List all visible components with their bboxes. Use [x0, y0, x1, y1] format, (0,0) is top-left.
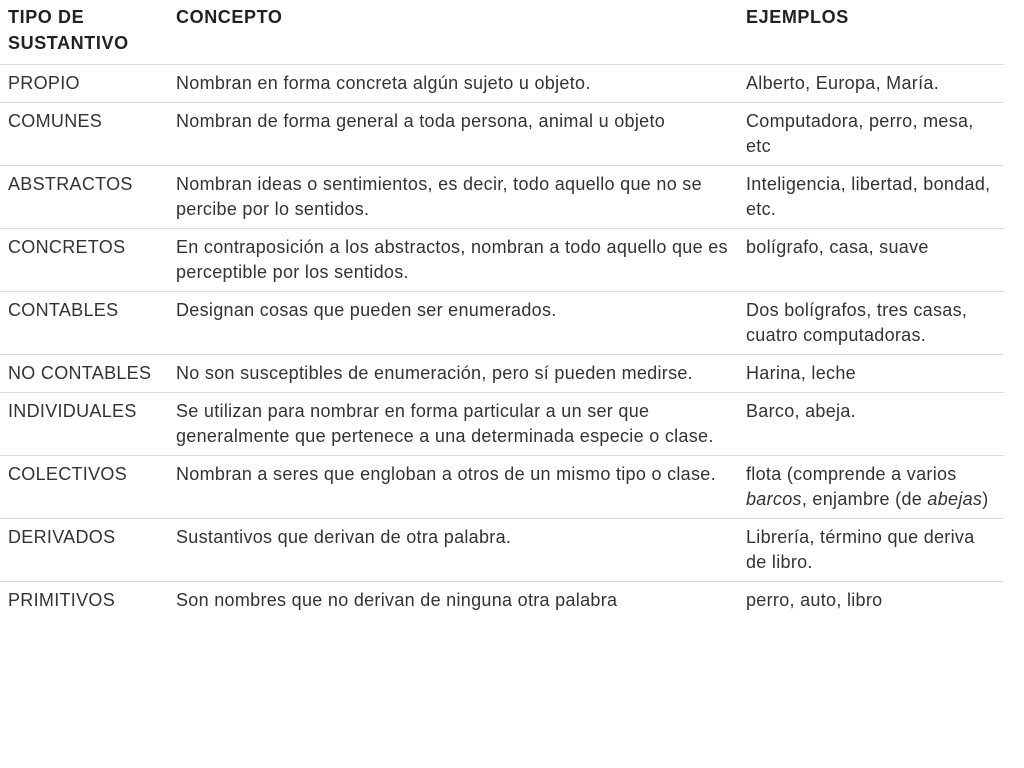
- row-concept: Nombran de forma general a toda persona, animal u objeto: [168, 103, 738, 166]
- row-type: NO CONTABLES: [0, 355, 168, 393]
- row-type: ABSTRACTOS: [0, 166, 168, 229]
- examples-italic-word: barcos: [746, 489, 802, 509]
- row-concept: Nombran en forma concreta algún sujeto u objeto.: [168, 65, 738, 103]
- table-row: [0, 166, 1004, 229]
- row-examples: Harina, leche: [738, 355, 1004, 393]
- table-header-row: [0, 0, 1004, 65]
- row-concept: Nombran a seres que engloban a otros de un mismo tipo o clase.: [168, 456, 738, 519]
- row-examples: Alberto, Europa, María.: [738, 65, 1004, 103]
- examples-text: , enjambre (de: [801, 489, 928, 509]
- row-concept: Sustantivos que derivan de otra palabra.: [168, 519, 738, 582]
- examples-italic-word: abejas: [927, 489, 983, 509]
- row-type: PRIMITIVOS: [0, 582, 168, 620]
- row-concept: Nombran ideas o sentimientos, es decir, todo aquello que no se percibe por lo sentidos.: [168, 166, 738, 229]
- header-type: TIPO DE SUSTANTIVO: [8, 7, 129, 53]
- row-examples: Librería, término que deriva de libro.: [738, 519, 1004, 582]
- header-concept: CONCEPTO: [176, 7, 283, 27]
- row-type: CONTABLES: [0, 292, 168, 355]
- row-concept: Se utilizan para nombrar en forma particular a un ser que generalmente que pertenece a una determinada especie o clase.: [168, 393, 738, 456]
- table-row: [0, 456, 1004, 519]
- row-type: COLECTIVOS: [0, 456, 168, 519]
- header-examples: EJEMPLOS: [746, 7, 849, 27]
- table-row: [0, 393, 1004, 456]
- row-examples: Inteligencia, libertad, bondad, etc.: [738, 166, 1004, 229]
- row-examples: [738, 456, 1004, 519]
- table-row: [0, 103, 1004, 166]
- table-row: [0, 355, 1004, 393]
- table-row: [0, 65, 1004, 103]
- table-row: [0, 519, 1004, 582]
- row-type: CONCRETOS: [0, 229, 168, 292]
- row-concept: Designan cosas que pueden ser enumerados.: [168, 292, 738, 355]
- examples-text: flota (comprende a varios: [746, 464, 957, 484]
- row-examples: Computadora, perro, mesa, etc: [738, 103, 1004, 166]
- row-concept: Son nombres que no derivan de ninguna otra palabra: [168, 582, 738, 620]
- table-row: [0, 229, 1004, 292]
- row-type: PROPIO: [0, 65, 168, 103]
- table-row: [0, 292, 1004, 355]
- row-examples: perro, auto, libro: [738, 582, 1004, 620]
- examples-text: ): [982, 489, 989, 509]
- row-examples: Barco, abeja.: [738, 393, 1004, 456]
- row-examples: bolígrafo, casa, suave: [738, 229, 1004, 292]
- row-type: COMUNES: [0, 103, 168, 166]
- row-concept: No son susceptibles de enumeración, pero sí pueden medirse.: [168, 355, 738, 393]
- table-row: [0, 582, 1004, 620]
- row-type: DERIVADOS: [0, 519, 168, 582]
- row-type: INDIVIDUALES: [0, 393, 168, 456]
- row-concept: En contraposición a los abstractos, nombran a todo aquello que es perceptible por los sentidos.: [168, 229, 738, 292]
- row-examples: Dos bolígrafos, tres casas, cuatro computadoras.: [738, 292, 1004, 355]
